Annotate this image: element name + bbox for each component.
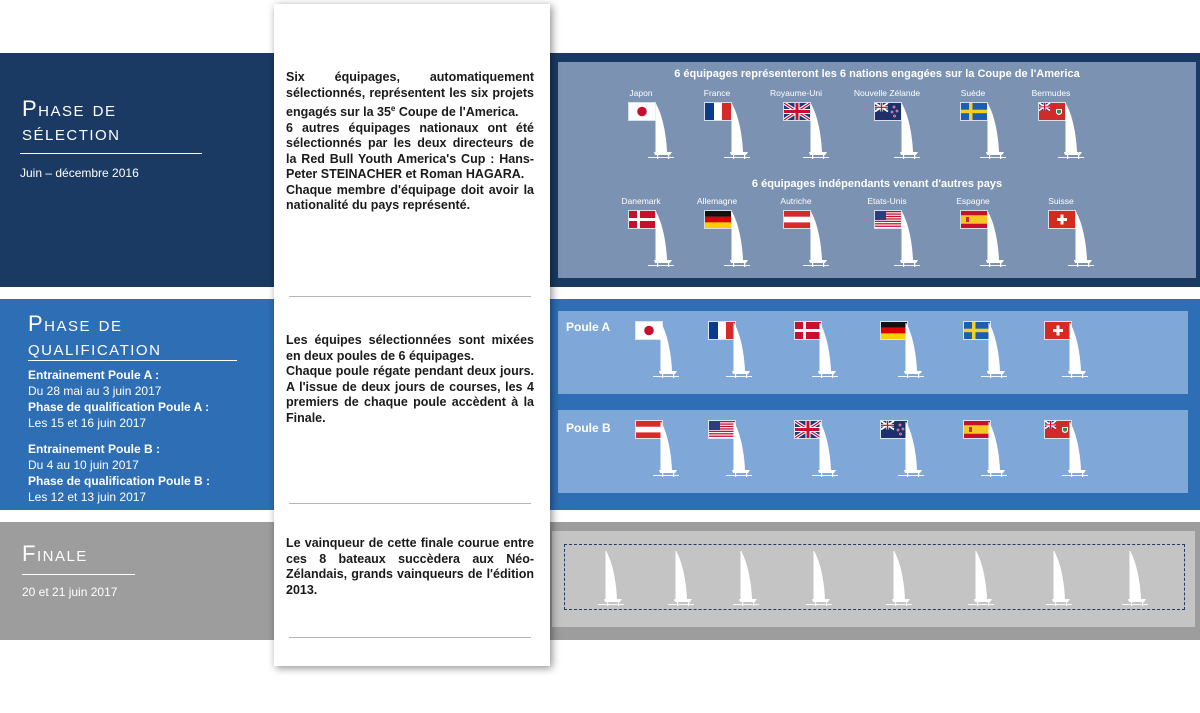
qualification-divider [289, 503, 531, 504]
sailboat-icon [1062, 210, 1096, 272]
finale-description: Le vainqueur de cette finale courue entre ces 8 bateaux succèdera aux Néo-Zélandais, grands vainqueurs de l'édition 2013. [286, 536, 534, 597]
description-paragraph: 6 autres équipages nationaux ont été sélectionnés par les deux directeurs de la Red Bull Youth America's Cup : Hans-Peter STEINACHER et Roman HAGARA. [286, 120, 534, 182]
sailboat-icon [892, 420, 926, 482]
schedule-label: Phase de qualification Poule A : [28, 400, 210, 414]
sailboat-icon [880, 549, 914, 611]
poule-a-panel [558, 311, 1188, 394]
finale-panel [552, 531, 1195, 627]
sailboat-icon [974, 210, 1008, 272]
country-label: Suède [960, 88, 986, 98]
schedule-label: Phase de qualification Poule B : [28, 474, 211, 488]
country-label: Suisse [1048, 196, 1074, 206]
selection-panel-title-1: 6 équipages représenteront les 6 nations engagées sur la Coupe de l'America [674, 68, 1080, 80]
description-paragraph: Six équipages, automatiquement sélectionnés, représentent les six projets engagés sur la 35e Coupe de l'America. [286, 70, 534, 120]
sailboat-icon [975, 321, 1009, 383]
sailboat-icon [975, 420, 1009, 482]
sailboat-icon [800, 549, 834, 611]
selection-title-rule [20, 153, 202, 154]
sailboat-icon [720, 420, 754, 482]
sailboat-icon [642, 102, 676, 164]
selection-dates: Juin – décembre 2016 [20, 166, 139, 180]
sailboat-icon [892, 321, 926, 383]
description-paragraph: Les équipes sélectionnées sont mixées en deux poules de 6 équipages. [286, 333, 534, 363]
country-label: Autriche [780, 196, 812, 206]
sailboat-icon [1040, 549, 1074, 611]
poule-b-panel [558, 410, 1188, 493]
sailboat-icon [974, 102, 1008, 164]
sailboat-icon [647, 420, 681, 482]
selection-description [286, 70, 534, 214]
schedule-entry [28, 441, 268, 473]
country-label: Nouvelle Zélande [853, 88, 921, 98]
schedule-value: Du 28 mai au 3 juin 2017 [28, 384, 162, 398]
schedule-value: Les 12 et 13 juin 2017 [28, 490, 147, 504]
finale-phase-title: Finale [22, 541, 88, 566]
selection-phase-info [0, 53, 272, 287]
qualification-title-rule [28, 360, 237, 361]
country-label: Royaume-Uni [770, 88, 822, 98]
poule-b-label: Poule B [566, 421, 611, 435]
schedule-label: Entrainement Poule A : [28, 368, 160, 382]
country-label: Japon [629, 88, 653, 98]
description-paragraph: Chaque membre d'équipage doit avoir la nationalité du pays représenté. [286, 182, 534, 213]
sailboat-icon [647, 321, 681, 383]
schedule-entry [28, 367, 268, 399]
sailboat-icon [962, 549, 996, 611]
description-paragraph: Chaque poule régate pendant deux jours. A l'issue de deux jours de courses, les 4 premiers de chaque poule accèdent à la Finale. [286, 364, 534, 425]
qualification-description [286, 333, 534, 426]
qualification-phase-title: Phase de qualification [28, 311, 162, 360]
sailboat-icon [1116, 549, 1150, 611]
country-label: Etats-Unis [867, 196, 907, 206]
schedule-entry [28, 399, 268, 431]
country-label: Espagne [956, 196, 990, 206]
sailboat-icon [662, 549, 696, 611]
sailboat-icon [720, 321, 754, 383]
sailboat-icon [797, 102, 831, 164]
selection-panel [558, 62, 1196, 278]
sailboat-icon [888, 210, 922, 272]
finale-dashed-frame [564, 544, 1185, 610]
finale-dates: 20 et 21 juin 2017 [22, 585, 118, 599]
schedule-entry [28, 473, 268, 505]
sailboat-icon [888, 102, 922, 164]
finale-phase-info [0, 522, 272, 640]
sailboat-icon [727, 549, 761, 611]
sailboat-icon [806, 420, 840, 482]
sailboat-icon [718, 210, 752, 272]
country-label: Danemark [621, 196, 661, 206]
poule-a-label: Poule A [566, 320, 611, 334]
sailboat-icon [806, 321, 840, 383]
country-label: Bermudes [1031, 88, 1071, 98]
finale-title-rule [22, 574, 135, 575]
schedule-value: Du 4 au 10 juin 2017 [28, 458, 139, 472]
country-label: France [703, 88, 731, 98]
sailboat-icon [1052, 102, 1086, 164]
sailboat-icon [642, 210, 676, 272]
sailboat-icon [592, 549, 626, 611]
schedule-label: Entrainement Poule B : [28, 442, 161, 456]
schedule-value: Les 15 et 16 juin 2017 [28, 416, 147, 430]
sailboat-icon [718, 102, 752, 164]
country-label: Allemagne [696, 196, 738, 206]
selection-phase-title: Phase de sélection [22, 96, 121, 145]
qualification-phase-info [0, 299, 272, 510]
selection-divider [289, 296, 531, 297]
selection-panel-title-2: 6 équipages indépendants venant d'autres pays [751, 178, 1003, 190]
finale-divider [289, 637, 531, 638]
sailboat-icon [1056, 321, 1090, 383]
sailboat-icon [1056, 420, 1090, 482]
sailboat-icon [797, 210, 831, 272]
